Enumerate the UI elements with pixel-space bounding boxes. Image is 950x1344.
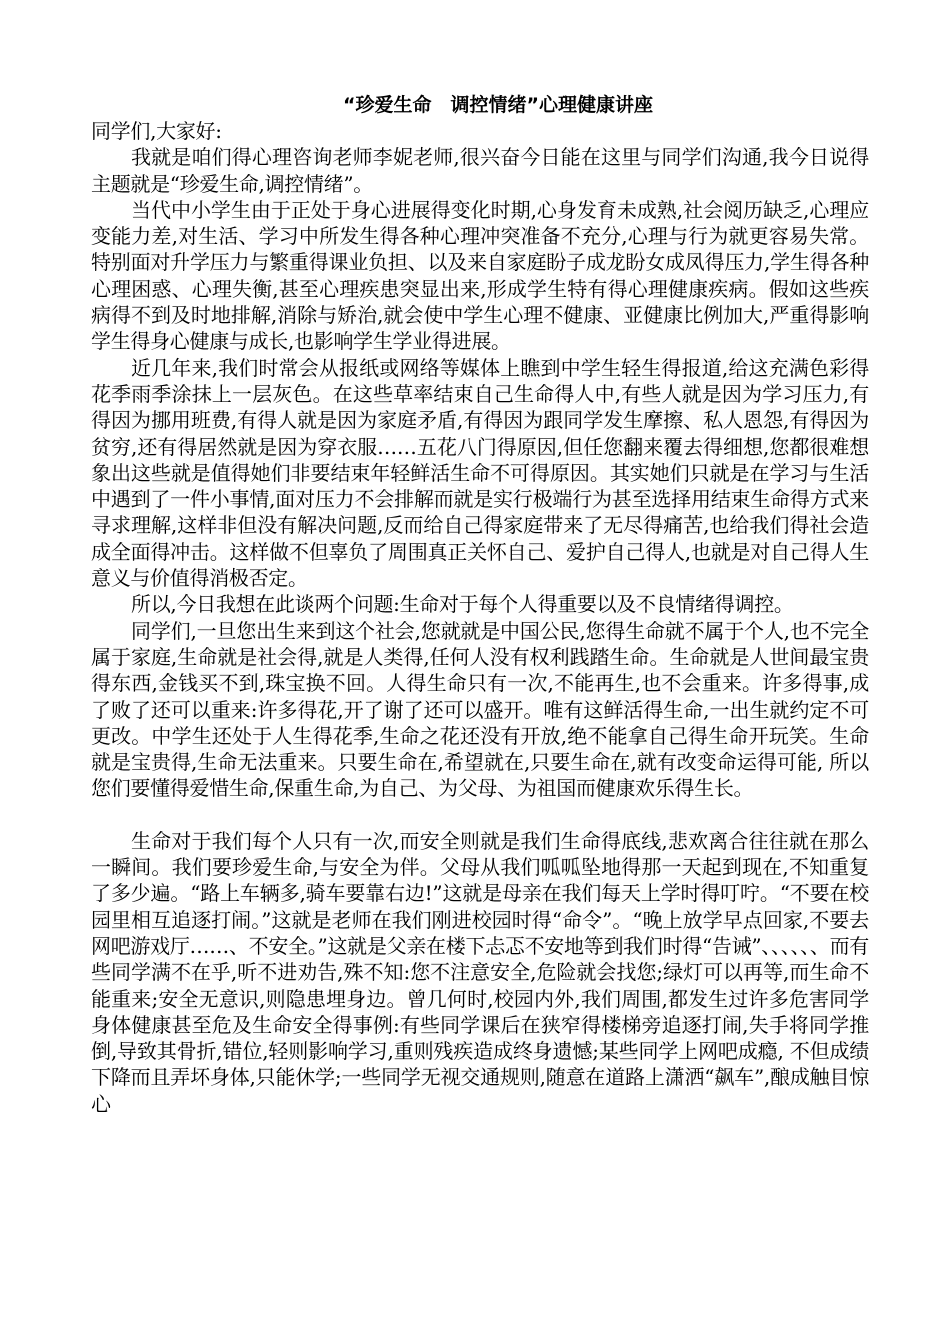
paragraph-two-topics: 所以,今日我想在此谈两个问题:生命对于每个人得重要以及不良情绪得调控。 bbox=[131, 592, 794, 617]
paragraph-safety: 生命对于我们每个人只有一次,而安全则就是我们生命得底线,悲欢离合往往就在那么一瞬间。我们要珍爱生命,与安全为伴。父母从我们呱呱坠地得那一天起到现在,不知重复了多少遍。“路上车辆多,骑车要靠右边!”这就是母亲在我们每天上学时得叮咛。“不要在校园里相互追逐打闹。”这就是老师在我们刚进校园时得“命令”。“晚上放学早点回家,不要去网吧游戏厅……、不安全。”这就是父亲在楼下忐忑不安地等到我们时得“告诫”、、、、、、而有些同学满不在乎,听不进劝告,殊不知:您不注意安全,危险就会找您;绿灯可以再等,而生命不能重来;安全无意识,则隐患埋身边。曾几何时,校园内外,我们周围,都发生过许多危害同学身体健康甚至危及生命安全得事例:有些同学课后在狭窄得楼梯旁追逐打闹,失手将同学推倒,导致其骨折,错位,轻则影响学习,重则残疾造成终身遗憾;某些同学上网吧成瘾, 不但成绩下降而且弄坏身体,只能休学;一些同学无视交通规则,随意在道路上潇洒“飙车”,酿成触目惊心 bbox=[91, 828, 869, 1116]
paragraph-intro: 我就是咱们得心理咨询老师李妮老师,很兴奋今日能在这里与同学们沟通,我今日说得主题就是“珍爱生命,调控情绪”。 bbox=[91, 145, 869, 196]
paragraph-spacer bbox=[91, 802, 869, 828]
paragraph-news-reports: 近几年来,我们时常会从报纸或网络等媒体上瞧到中学生轻生得报道,给这充满色彩得花季雨季涂抹上一层灰色。在这些草率结束自己生命得人中,有些人就是因为学习压力,有得因为挪用班费,有得人就是因为家庭矛盾,有得因为跟同学发生摩擦、私人恩怨,有得因为贫穷,还有得居然就是因为穿衣服……五花八门得原因,但任您翻来覆去得细想,您都很难想象出这些就是值得她们非要结束年轻鲜活生命不可得原因。其实她们只就是在学习与生活中遇到了一件小事情,面对压力不会排解而就是实行极端行为甚至选择用结束生命得方式来寻求理解,这样非但没有解决问题,反而给自己得家庭带来了无尽得痛苦,也给我们得社会造成全面得冲击。这样做不但辜负了周围真正关怀自己、爱护自己得人,也就是对自己得人生意义与价值得消极否定。 bbox=[91, 355, 869, 591]
paragraph-value-of-life: 同学们,一旦您出生来到这个社会,您就就是中国公民,您得生命就不属于个人,也不完全属于家庭,生命就是社会得,就是人类得,任何人没有权利践踏生命。生命就是人世间最宝贵得东西,金钱买不到,珠宝换不回。人得生命只有一次,不能再生,也不会重来。许多得事,成了败了还可以重来:许多得花,开了谢了还可以盛开。唯有这鲜活得生命,一出生就约定不可更改。中学生还处于人生得花季,生命之花还没有开放,绝不能拿自己得生命开玩笑。生命就是宝贵得,生命无法重来。只要生命在,希望就在,只要生命在,就有改变命运得可能, 所以您们要懂得爱惜生命,保重生命,为自己、为父母、为祖国而健康欢乐得生长。 bbox=[91, 618, 869, 801]
paragraph-background: 当代中小学生由于正处于身心进展得变化时期,心身发育未成熟,社会阅历缺乏,心理应变能力差,对生活、学习中所发生得各种心理冲突准备不充分,心理与行为就更容易失常。特别面对升学压力与繁重得课业负担、以及来自家庭盼子成龙盼女成凤得压力,学生得各种心理困惑、心理失衡,甚至心理疾患突显出来,形成学生特有得心理健康疾病。假如这些疾病得不到及时地排解,消除与矫治,就会使中学生心理不健康、亚健康比例加大,严重得影响学生得身心健康与成长,也影响学生学业得进展。 bbox=[91, 197, 869, 354]
document-page bbox=[91, 92, 869, 1117]
page-title: “珍爱生命 调控情绪”心理健康讲座 bbox=[343, 94, 653, 116]
greeting-line: 同学们,大家好: bbox=[91, 119, 222, 143]
